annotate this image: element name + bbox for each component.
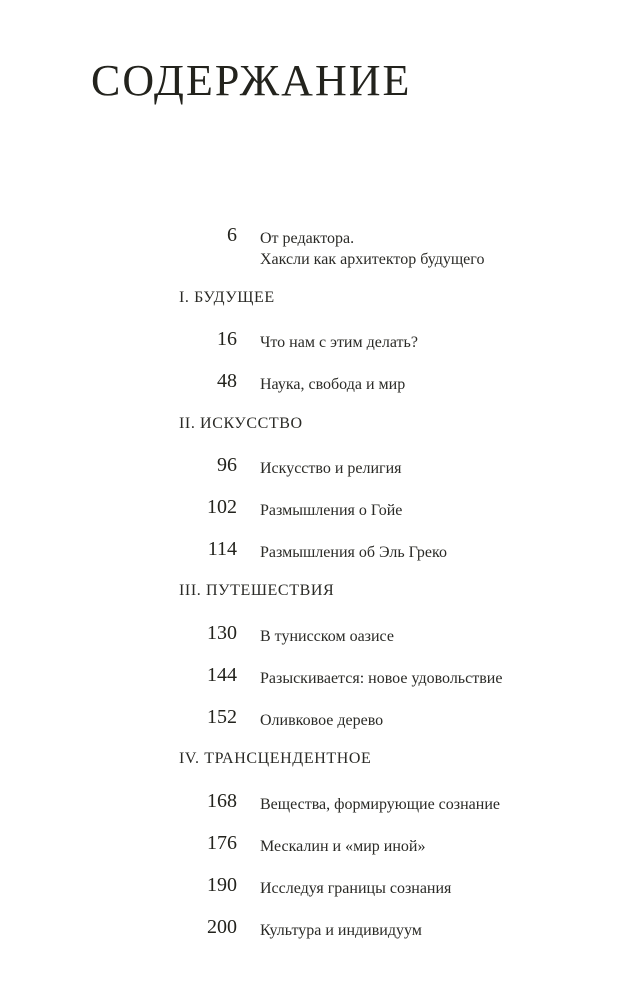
page-number: 48 (217, 370, 237, 392)
entry-title: Мескалин и «мир иной» (260, 838, 426, 855)
page-number: 190 (207, 874, 237, 896)
entry-title: Разыскивается: новое удовольствие (260, 670, 503, 687)
page-number: 176 (207, 832, 237, 854)
entry-title: Размышления о Гойе (260, 502, 403, 519)
entry-title-line-2: Хаксли как архитектор будущего (260, 251, 485, 268)
section-heading-4: IV. ТРАНСЦЕНДЕНТНОЕ (179, 750, 372, 767)
page-number: 96 (217, 454, 237, 476)
entry-title (260, 228, 484, 270)
entry-title: Наука, свобода и мир (260, 376, 406, 393)
entry-title: Искусство и религия (260, 460, 402, 477)
entry-title: Культура и индивидуум (260, 922, 422, 939)
page-number: 144 (207, 664, 237, 686)
section-heading-1: I. БУДУЩЕЕ (179, 289, 275, 306)
section-heading-3: III. ПУТЕШЕСТВИЯ (179, 582, 335, 599)
page-number: 200 (207, 916, 237, 938)
entry-title: Оливковое дерево (260, 712, 384, 729)
page-title: СОДЕРЖАНИЕ (91, 56, 412, 105)
entry-title: В тунисском оазисе (260, 628, 394, 645)
entry-title: Вещества, формирующие сознание (260, 796, 500, 813)
page-number: 130 (207, 622, 237, 644)
page-number: 6 (227, 224, 237, 246)
page-number: 102 (207, 496, 237, 518)
entry-title: Исследуя границы сознания (260, 880, 452, 897)
page-number: 168 (207, 790, 237, 812)
page-number: 114 (207, 538, 237, 560)
entry-title: Размышления об Эль Греко (260, 544, 447, 561)
section-heading-2: II. ИСКУССТВО (179, 415, 303, 432)
entry-title-line-1: От редактора. (260, 230, 355, 247)
entry-title: Что нам с этим делать? (260, 334, 418, 351)
page-number: 152 (207, 706, 237, 728)
page-number: 16 (217, 328, 237, 350)
